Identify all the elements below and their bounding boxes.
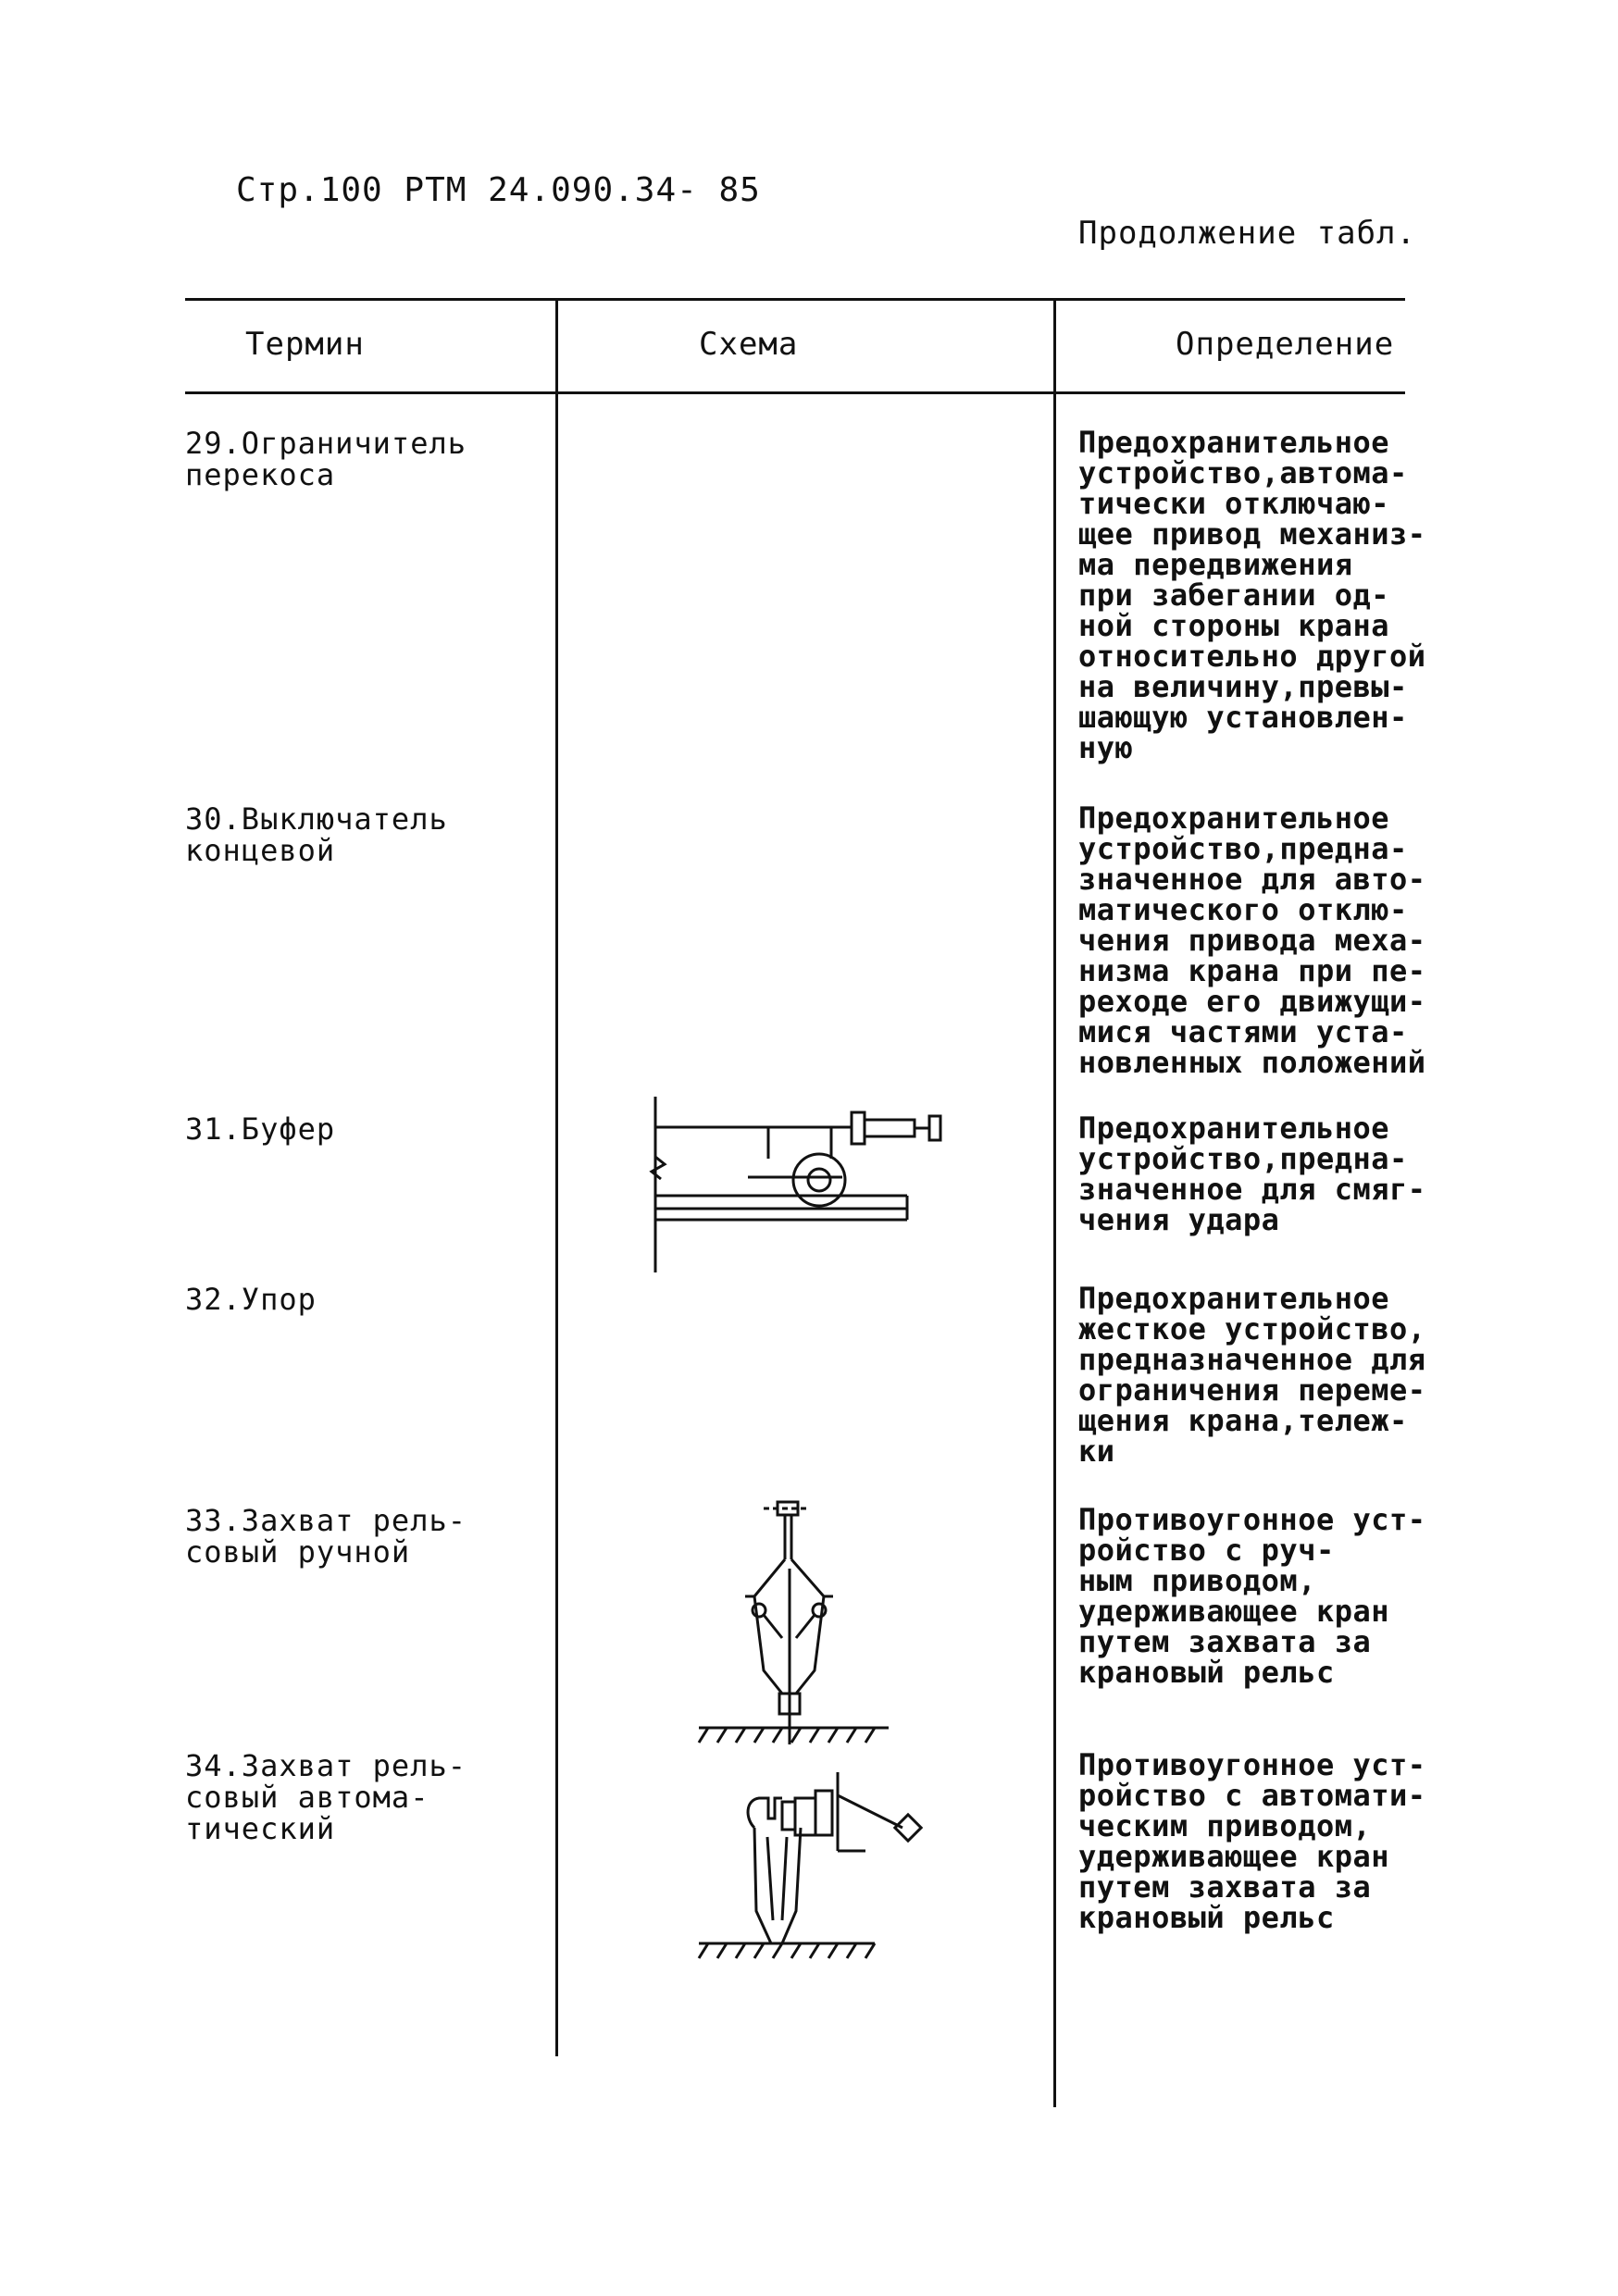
buffer-scheme-icon xyxy=(639,1092,972,1277)
term-30: 30.Выключатель концевой xyxy=(185,801,448,868)
page-reference: Стр.100 РТМ 24.090.34- 85 xyxy=(236,171,761,209)
definition-29: Предохранительное устройство,автома- тически отключаю- щее привод механиз- ма передвижения при забегании од- ной стороны крана относительно другой на величину,превы- шающую установлен- ную xyxy=(1078,425,1426,765)
automatic-rail-clamp-scheme-icon xyxy=(690,1763,949,1976)
column-divider-1 xyxy=(555,298,558,2056)
table-top-rule xyxy=(185,298,1405,301)
table-header-rule xyxy=(185,391,1405,394)
term-29: 29.Ограничитель перекоса xyxy=(185,426,467,492)
definition-31: Предохранительное устройство,предна- значенное для смяг- чения удара xyxy=(1078,1111,1426,1237)
column-divider-2 xyxy=(1053,298,1056,2107)
term-31: 31.Буфер xyxy=(185,1111,336,1147)
definition-33: Противоугонное уст- ройство с руч- ным приводом, удерживающее кран путем захвата за крановый рельс xyxy=(1078,1502,1426,1690)
definition-32: Предохранительное жесткое устройство, предназначенное для ограничения переме- щения крана,тележ- ки xyxy=(1078,1281,1426,1469)
term-34: 34.Захват рель- совый автома- тический xyxy=(185,1748,467,1846)
manual-rail-clamp-scheme-icon xyxy=(690,1485,902,1763)
column-header-term: Термин xyxy=(245,326,365,363)
definition-30: Предохранительное устройство,предна- значенное для авто- матического отклю- чения привода меха- низма крана при пе- реходе его движущи- мися частями уста- новленных положений xyxy=(1078,800,1426,1080)
column-header-scheme: Схема xyxy=(699,326,799,363)
column-header-definition: Определение xyxy=(1176,326,1395,363)
table-continuation-label: Продолжение табл. xyxy=(1078,215,1416,252)
term-32: 32.Упор xyxy=(185,1282,317,1317)
definition-34: Противоугонное уст- ройство с автомати- ческим приводом, удерживающее кран путем захвата за крановый рельс xyxy=(1078,1747,1426,1935)
term-33: 33.Захват рель- совый ручной xyxy=(185,1503,467,1570)
